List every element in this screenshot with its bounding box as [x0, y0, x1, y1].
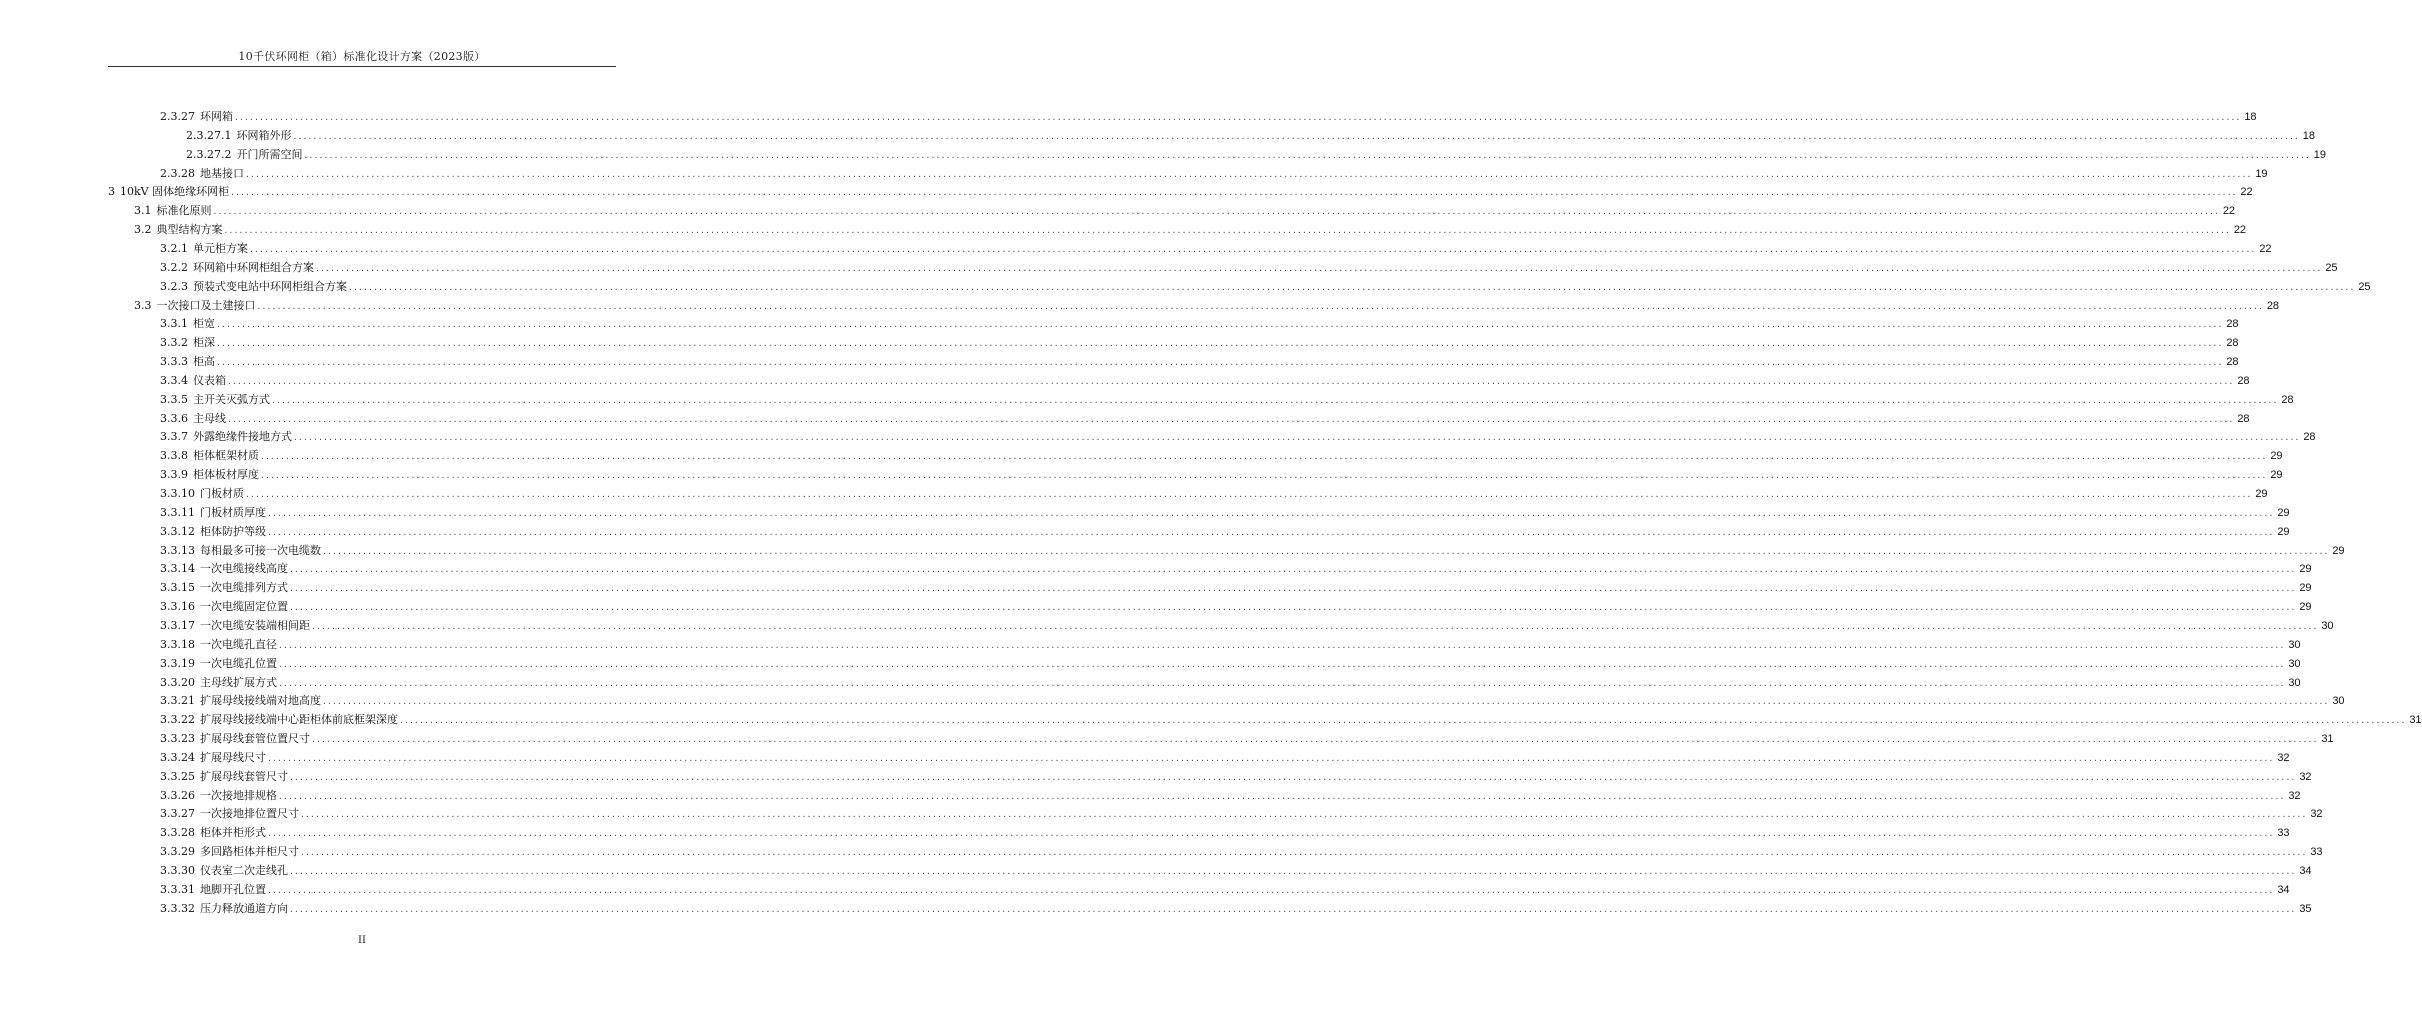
toc-entry-page: 32: [2299, 770, 2312, 783]
toc-entry[interactable]: [160, 391, 2294, 409]
toc-dot-leader: ................................................................................................................................................................................................................................................................................................................................................................................................................: [348, 282, 2355, 292]
toc-entry-number: 3.3.22: [160, 713, 195, 727]
toc-entry[interactable]: [160, 108, 2257, 126]
toc-entry-page: 31: [2321, 733, 2334, 746]
toc-entry-title: 主开关灭弧方式: [193, 392, 270, 406]
toc-dot-leader: ................................................................................................................................................................................................................................................................................................................................................................................................................: [278, 791, 2285, 801]
toc-entry[interactable]: [160, 730, 2334, 748]
toc-entry[interactable]: [160, 655, 2301, 673]
toc-entry-title: 门板材质: [200, 487, 244, 500]
toc-entry[interactable]: [160, 787, 2301, 805]
toc-dot-leader: ................................................................................................................................................................................................................................................................................................................................................................................................................: [293, 433, 2300, 443]
toc-entry-number: 3.3.28: [160, 826, 195, 840]
toc-entry[interactable]: [160, 353, 2239, 371]
toc-entry-number: 3.2.3: [160, 279, 188, 293]
toc-entry-number: 3: [108, 185, 115, 199]
toc-entry-page: 25: [2325, 261, 2338, 274]
toc-entry-title: 开门所需空间: [236, 147, 303, 161]
toc-dot-leader: ................................................................................................................................................................................................................................................................................................................................................................................................................: [260, 452, 2267, 462]
toc-entry-page: 29: [2270, 450, 2283, 463]
toc-entry-title: 预装式变电站中环网柜组合方案: [193, 279, 347, 293]
toc-entry-title: 外露绝缘件接地方式: [193, 430, 292, 444]
toc-entry-number: 3.3.9: [160, 468, 188, 482]
toc-entry-number: 3.3.3: [160, 355, 188, 369]
toc-entry-page: 28: [2226, 356, 2239, 369]
toc-dot-leader: ................................................................................................................................................................................................................................................................................................................................................................................................................: [289, 565, 2296, 575]
toc-entry-title: 一次电缆孔位置: [200, 656, 277, 670]
toc-entry[interactable]: [160, 598, 2312, 616]
toc-entry-page: 18: [2244, 111, 2257, 123]
toc-entry-number: 3.3.17: [160, 618, 195, 632]
toc-dot-leader: ................................................................................................................................................................................................................................................................................................................................................................................................................: [249, 244, 2256, 254]
toc-entry-page: 22: [2222, 205, 2236, 218]
toc-entry[interactable]: [160, 523, 2290, 541]
toc-dot-leader: ................................................................................................................................................................................................................................................................................................................................................................................................................: [289, 772, 2296, 782]
toc-entry-number: 3.3.11: [160, 505, 195, 519]
toc-entry-title: 柜体防护等级: [200, 524, 266, 538]
toc-entry-page: 32: [2310, 808, 2323, 821]
toc-entry-title: 压力释放通道方向: [200, 901, 288, 915]
toc-entry[interactable]: [186, 146, 2327, 164]
toc-entry-page: 18: [2302, 129, 2316, 142]
toc-entry-page: 30: [2288, 676, 2301, 689]
toc-dot-leader: ................................................................................................................................................................................................................................................................................................................................................................................................................: [278, 659, 2285, 669]
header-rule: [108, 66, 616, 67]
toc-dot-leader: ................................................................................................................................................................................................................................................................................................................................................................................................................: [311, 735, 2318, 745]
toc-entry-title: 一次接口及土建接口: [156, 298, 256, 312]
toc-entry-page: 28: [2303, 431, 2316, 444]
toc-entry-number: 3.3.13: [160, 543, 195, 557]
toc-entry-page: 29: [2277, 525, 2290, 538]
toc-entry[interactable]: [160, 542, 2345, 560]
toc-entry[interactable]: [160, 805, 2323, 823]
toc-dot-leader: ................................................................................................................................................................................................................................................................................................................................................................................................................: [289, 867, 2296, 876]
toc-entry-number: 3.3: [134, 298, 152, 312]
toc-dot-leader: ................................................................................................................................................................................................................................................................................................................................................................................................................: [315, 263, 2322, 273]
toc-entry-page: 28: [2237, 412, 2250, 425]
toc-entry-number: 3.3.4: [160, 373, 188, 387]
toc-entry[interactable]: [160, 504, 2290, 522]
toc-entry-page: 22: [2259, 242, 2272, 255]
toc-entry-title: 一次接地排位置尺寸: [200, 807, 299, 821]
toc-entry[interactable]: [160, 636, 2301, 654]
toc-dot-leader: ................................................................................................................................................................................................................................................................................................................................................................................................................: [216, 320, 2223, 330]
toc-entry[interactable]: [160, 410, 2250, 428]
toc-entry[interactable]: [160, 259, 2338, 277]
toc-entry-page: 29: [2299, 601, 2312, 614]
toc-entry-number: 3.3.12: [160, 524, 195, 538]
toc-entry-title: 10kV 固体绝缘环网柜: [120, 185, 230, 199]
toc-entry-page: 30: [2332, 695, 2345, 708]
toc-entry-title: 仪表室二次走线孔: [200, 864, 288, 877]
toc-entry[interactable]: [160, 768, 2312, 786]
toc-entry-page: 29: [2255, 488, 2268, 500]
toc-entry-page: 31: [2409, 714, 2422, 727]
toc-entry-page: 32: [2277, 751, 2290, 764]
toc-entry-number: 3.3.7: [160, 430, 188, 444]
toc-entry-title: 主母线: [193, 411, 226, 425]
toc-entry-number: 3.1: [134, 204, 152, 218]
toc-entry-number: 3.3.32: [160, 901, 195, 915]
toc-entry-title: 柜高: [193, 355, 215, 369]
toc-entry-page: 28: [2226, 318, 2239, 331]
toc-dot-leader: ................................................................................................................................................................................................................................................................................................................................................................................................................: [230, 188, 2237, 198]
toc-dot-leader: ................................................................................................................................................................................................................................................................................................................................................................................................................: [289, 603, 2296, 613]
toc-entry[interactable]: [160, 315, 2239, 333]
toc-entry-title: 一次电缆安装端相间距: [200, 618, 310, 632]
toc-dot-leader: ................................................................................................................................................................................................................................................................................................................................................................................................................: [267, 527, 2274, 537]
toc-entry-title: 一次接地排规格: [200, 788, 277, 802]
toc-entry-page: 25: [2358, 280, 2371, 293]
toc-entry-title: 扩展母线套管位置尺寸: [200, 732, 310, 746]
toc-dot-leader: ................................................................................................................................................................................................................................................................................................................................................................................................................: [278, 640, 2285, 650]
toc-entry-number: 3.3.25: [160, 769, 195, 783]
toc-entry[interactable]: [160, 579, 2312, 597]
toc-entry[interactable]: [160, 711, 2422, 729]
toc-entry[interactable]: [160, 692, 2345, 710]
toc-entry-page: 35: [2299, 902, 2312, 915]
toc-dot-leader: ................................................................................................................................................................................................................................................................................................................................................................................................................: [271, 395, 2278, 405]
toc-entry[interactable]: [160, 466, 2283, 484]
toc-dot-leader: ................................................................................................................................................................................................................................................................................................................................................................................................................: [267, 829, 2274, 839]
toc-entry-number: 3.3.23: [160, 732, 195, 746]
toc-entry-number: 3.2.1: [160, 241, 188, 255]
toc-entry-number: 3.3.18: [160, 637, 195, 651]
toc-entry-page: 29: [2299, 582, 2312, 595]
toc-dot-leader: ................................................................................................................................................................................................................................................................................................................................................................................................................: [300, 848, 2307, 858]
toc-dot-leader: ................................................................................................................................................................................................................................................................................................................................................................................................................: [303, 150, 2311, 160]
toc-entry-title: 门板材质厚度: [200, 505, 266, 519]
toc-entry-title: 地脚开孔位置: [200, 882, 266, 896]
toc-entry-title: 环网箱中环网柜组合方案: [193, 260, 314, 274]
toc-entry[interactable]: [134, 202, 2236, 220]
toc-entry-page: 34: [2277, 883, 2290, 896]
toc-entry[interactable]: [134, 297, 2280, 315]
toc-entry[interactable]: [160, 749, 2290, 767]
toc-entry-number: 3.3.30: [160, 864, 195, 877]
toc-entry-number: 2.3.28: [160, 166, 195, 180]
toc-dot-leader: ................................................................................................................................................................................................................................................................................................................................................................................................................: [311, 621, 2318, 631]
toc-entry-number: 3.3.10: [160, 487, 195, 500]
toc-entry-title: 多回路柜体并柜尺寸: [200, 845, 299, 859]
toc-entry-title: 一次电缆固定位置: [200, 600, 288, 614]
toc-entry-number: 3.3.6: [160, 411, 188, 425]
toc-entry-page: 29: [2277, 506, 2290, 519]
toc-dot-leader: ................................................................................................................................................................................................................................................................................................................................................................................................................: [289, 904, 2296, 914]
toc-dot-leader: ................................................................................................................................................................................................................................................................................................................................................................................................................: [245, 169, 2252, 179]
toc-entry[interactable]: [160, 447, 2283, 465]
toc-dot-leader: ................................................................................................................................................................................................................................................................................................................................................................................................................: [227, 376, 2234, 386]
toc-entry-title: 地基接口: [200, 166, 244, 180]
toc-entry-title: 主母线扩展方式: [200, 675, 277, 689]
toc-entry-title: 扩展母线接线端中心距柜体前底框架深度: [200, 713, 398, 727]
toc-dot-leader: ................................................................................................................................................................................................................................................................................................................................................................................................................: [216, 358, 2223, 368]
toc-entry-title: 柜体并柜形式: [200, 826, 266, 840]
toc-dot-leader: ................................................................................................................................................................................................................................................................................................................................................................................................................: [227, 414, 2234, 424]
toc-entry[interactable]: [160, 824, 2290, 842]
page-number: II: [358, 935, 366, 946]
toc-entry-title: 环网箱外形: [236, 128, 292, 142]
toc-dot-leader: ................................................................................................................................................................................................................................................................................................................................................................................................................: [256, 301, 2264, 311]
toc-entry-page: 29: [2270, 469, 2283, 482]
toc-entry-page: 28: [2237, 374, 2250, 387]
toc-entry-page: 22: [2233, 224, 2247, 237]
toc-entry-number: 2.3.27: [160, 110, 195, 123]
toc-entry[interactable]: [160, 485, 2268, 503]
toc-dot-leader: ................................................................................................................................................................................................................................................................................................................................................................................................................: [267, 885, 2274, 895]
toc-entry-number: 3.3.31: [160, 882, 195, 896]
toc-entry[interactable]: [108, 183, 2253, 201]
toc-entry[interactable]: [160, 862, 2312, 880]
toc-entry-number: 3.3.24: [160, 750, 195, 764]
toc-entry[interactable]: [160, 617, 2334, 635]
toc-dot-leader: ................................................................................................................................................................................................................................................................................................................................................................................................................: [292, 131, 2300, 141]
toc-entry-page: 30: [2321, 619, 2334, 632]
toc-entry[interactable]: [160, 165, 2268, 183]
toc-entry-title: 典型结构方案: [156, 223, 223, 237]
toc-entry-number: 3.3.14: [160, 562, 195, 576]
toc-dot-leader: ................................................................................................................................................................................................................................................................................................................................................................................................................: [300, 810, 2307, 820]
toc-entry-number: 3.2.2: [160, 260, 188, 274]
toc-dot-leader: ................................................................................................................................................................................................................................................................................................................................................................................................................: [234, 113, 2241, 122]
toc-entry-title: 一次电缆孔直径: [200, 637, 277, 651]
toc-dot-leader: ................................................................................................................................................................................................................................................................................................................................................................................................................: [212, 207, 2220, 217]
toc-entry-page: 32: [2288, 789, 2301, 802]
toc-entry-number: 3.3.27: [160, 807, 195, 821]
toc-entry-title: 仪表箱: [193, 373, 226, 387]
toc-entry-number: 3.3.26: [160, 788, 195, 802]
toc-entry-page: 30: [2288, 638, 2301, 651]
toc-entry-number: 3.3.1: [160, 317, 188, 331]
toc-entry-title: 环网箱: [200, 110, 233, 123]
toc-entry-page: 34: [2299, 865, 2312, 877]
toc-entry-number: 3.3.16: [160, 600, 195, 614]
toc-entry-title: 扩展母线套管尺寸: [200, 769, 288, 783]
toc-entry-number: 3.3.8: [160, 449, 188, 463]
toc-entry-page: 30: [2288, 657, 2301, 670]
toc-entry-number: 3.3.20: [160, 675, 195, 689]
toc-entry[interactable]: [160, 278, 2371, 296]
toc-entry-title: 柜宽: [193, 317, 215, 331]
toc-entry-page: 28: [2266, 299, 2280, 312]
toc-entry-number: 3.3.15: [160, 581, 195, 595]
toc-entry-title: 柜体框架材质: [193, 449, 259, 463]
toc-dot-leader: ................................................................................................................................................................................................................................................................................................................................................................................................................: [289, 584, 2296, 594]
toc-dot-leader: ................................................................................................................................................................................................................................................................................................................................................................................................................: [245, 490, 2252, 499]
toc-entry-page: 28: [2226, 337, 2239, 350]
toc-entry-number: 3.2: [134, 223, 152, 237]
toc-dot-leader: ................................................................................................................................................................................................................................................................................................................................................................................................................: [322, 697, 2329, 707]
toc-entry-title: 每相最多可接一次电缆数: [200, 543, 321, 557]
toc-entry-title: 柜深: [193, 336, 215, 350]
toc-entry[interactable]: [134, 221, 2247, 239]
toc-entry-number: 2.3.27.2: [186, 147, 232, 161]
toc-entry-page: 29: [2299, 563, 2312, 576]
toc-entry[interactable]: [160, 843, 2323, 861]
toc-entry-title: 扩展母线接线端对地高度: [200, 694, 321, 708]
toc-entry-page: 19: [2313, 148, 2327, 161]
toc-entry-page: 29: [2332, 544, 2345, 557]
toc-entry-number: 2.3.27.1: [186, 128, 232, 142]
toc-entry-title: 标准化原则: [156, 204, 212, 218]
toc-entry[interactable]: [160, 881, 2290, 899]
toc-entry[interactable]: [160, 900, 2312, 918]
toc-dot-leader: ................................................................................................................................................................................................................................................................................................................................................................................................................: [216, 339, 2223, 349]
toc-entry[interactable]: [160, 372, 2250, 390]
toc-dot-leader: ................................................................................................................................................................................................................................................................................................................................................................................................................: [223, 226, 2231, 236]
toc-entry-title: 一次电缆排列方式: [200, 581, 288, 595]
toc-entry[interactable]: [160, 428, 2316, 446]
toc-dot-leader: ................................................................................................................................................................................................................................................................................................................................................................................................................: [399, 716, 2406, 726]
toc-entry-number: 3.3.5: [160, 392, 188, 406]
toc-entry-number: 3.3.29: [160, 845, 195, 859]
toc-entry[interactable]: [160, 674, 2301, 692]
toc-entry-title: 一次电缆接线高度: [200, 562, 288, 576]
toc-entry[interactable]: [186, 127, 2316, 145]
toc-entry-page: 19: [2255, 167, 2268, 180]
toc-entry-page: 28: [2281, 393, 2294, 406]
toc-entry[interactable]: [160, 240, 2272, 258]
toc-entry[interactable]: [160, 560, 2312, 578]
toc-entry-number: 3.3.19: [160, 656, 195, 670]
toc-entry[interactable]: [160, 334, 2239, 352]
toc-entry-page: 33: [2277, 827, 2290, 840]
toc-dot-leader: ................................................................................................................................................................................................................................................................................................................................................................................................................: [322, 546, 2329, 556]
running-header: 10千伏环网柜（箱）标准化设计方案（2023版）: [238, 50, 486, 63]
toc-entry-page: 22: [2240, 186, 2253, 199]
toc-entry-title: 柜体板材厚度: [193, 468, 259, 482]
toc-entry-title: 单元柜方案: [193, 241, 248, 255]
toc-entry-page: 33: [2310, 846, 2323, 859]
toc-dot-leader: ................................................................................................................................................................................................................................................................................................................................................................................................................: [267, 753, 2274, 763]
toc-dot-leader: ................................................................................................................................................................................................................................................................................................................................................................................................................: [278, 678, 2285, 688]
toc-dot-leader: ................................................................................................................................................................................................................................................................................................................................................................................................................: [267, 508, 2274, 518]
toc-entry-number: 3.3.21: [160, 694, 195, 708]
toc-dot-leader: ................................................................................................................................................................................................................................................................................................................................................................................................................: [260, 471, 2267, 481]
toc-entry-title: 扩展母线尺寸: [200, 750, 266, 764]
toc-entry-number: 3.3.2: [160, 336, 188, 350]
